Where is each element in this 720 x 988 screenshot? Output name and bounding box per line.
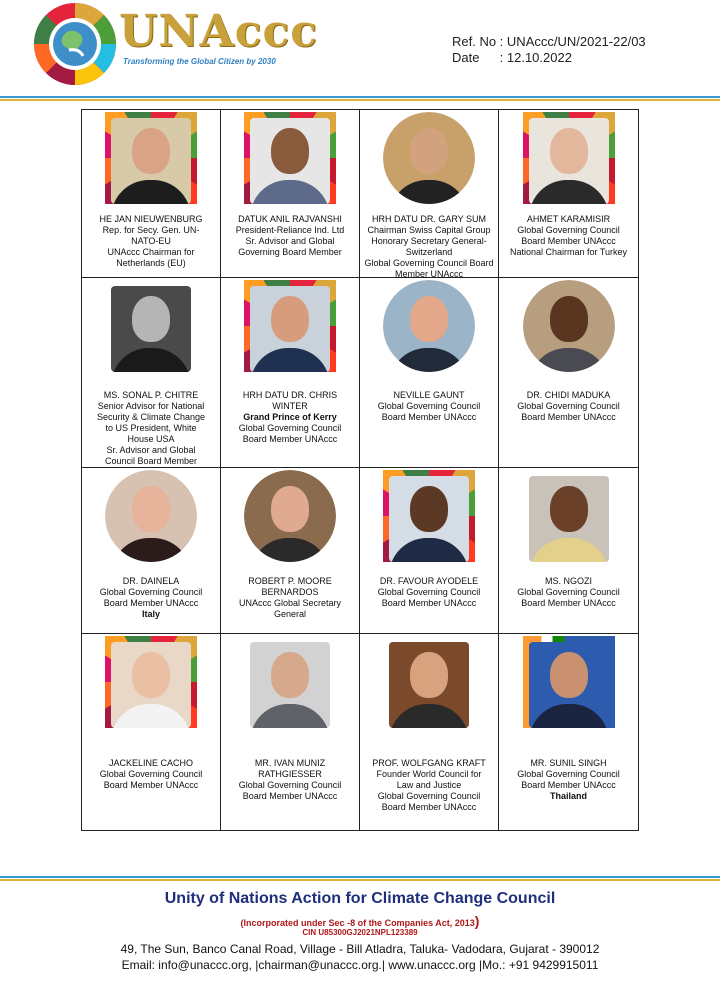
member-caption xyxy=(364,390,494,423)
member-title-line: Board Member UNAccc xyxy=(381,598,477,608)
incorporation-text: (Incorporated under Sec -8 of the Companies Act, 2013 xyxy=(240,918,475,928)
contact-line: Email: info@unaccc.org, |chairman@unaccc.org.| www.unaccc.org |Mo.: +91 9429915011 xyxy=(121,958,599,972)
member-title-line: Council Board Member xyxy=(104,456,198,466)
member-photo xyxy=(244,112,336,204)
incorporation-close: ) xyxy=(474,913,480,929)
member-caption xyxy=(86,214,216,269)
organization-name: Unity of Nations Action for Climate Change Council xyxy=(164,890,556,907)
member-title-line: Global Governing Council xyxy=(377,587,481,597)
member-title-line: Law and Justice xyxy=(396,780,462,790)
member-title-line: Board Member UNAccc xyxy=(103,780,199,790)
member-card xyxy=(82,634,221,830)
member-caption xyxy=(503,758,634,802)
member-title-line: UNAccc Global Secretary xyxy=(238,598,342,608)
member-title-line: Sr. Advisor and Global xyxy=(106,445,196,455)
member-title-line: General xyxy=(273,609,307,619)
member-photo xyxy=(105,636,197,728)
member-title-line: Board Member UNAccc xyxy=(521,598,616,608)
member-name: HRH DATU DR. GARY SUM xyxy=(371,214,486,224)
member-name: DATUK ANIL RAJVANSHI xyxy=(238,214,342,224)
member-caption xyxy=(225,390,355,445)
member-photo xyxy=(383,636,475,728)
member-name: AHMET KARAMISIR xyxy=(526,214,611,224)
member-title-line: Board Member UNAccc xyxy=(521,236,616,246)
member-caption xyxy=(225,758,355,802)
member-caption xyxy=(86,758,216,791)
member-title-line: Board Member UNAccc xyxy=(381,412,477,422)
member-name: JACKELINE CACHO xyxy=(108,758,194,768)
cin-number: CIN U85300GJ2021NPL123389 xyxy=(302,928,418,937)
member-caption xyxy=(503,576,634,609)
member-title-line: NATO-EU xyxy=(131,236,171,246)
member-card xyxy=(360,278,499,468)
member-card xyxy=(499,468,638,634)
member-title-line: Security & Climate Change xyxy=(96,412,206,422)
member-title-line: Senior Advisor for National xyxy=(97,401,205,411)
member-title-line: Board Member UNAccc xyxy=(381,802,477,812)
reference-value: UNAccc/UN/2021-22/03 xyxy=(506,34,646,49)
member-name: MR. IVAN MUNIZ xyxy=(254,758,326,768)
member-title-line: Global Governing Council xyxy=(517,587,620,597)
member-card xyxy=(221,278,360,468)
member-title-line: Global Governing Council xyxy=(517,401,620,411)
member-title-line: Switzerland xyxy=(405,247,453,257)
member-photo xyxy=(105,470,197,562)
member-name: ROBERT P. MOORE xyxy=(248,576,332,586)
member-title-line: President-Reliance Ind. Ltd xyxy=(235,225,345,235)
member-title-line: WINTER xyxy=(272,401,308,411)
member-title-line: Global Governing Council xyxy=(238,423,342,433)
member-title-line: National Chairman for Turkey xyxy=(509,247,628,257)
member-caption xyxy=(225,576,355,620)
member-title-line: Global Governing Council xyxy=(517,225,620,235)
reference-label: Ref. No : xyxy=(452,34,504,49)
member-photo xyxy=(244,636,336,728)
member-name: DR. DAINELA xyxy=(122,576,180,586)
member-title-line: Global Governing Council xyxy=(99,769,203,779)
member-caption xyxy=(364,758,494,813)
member-card xyxy=(221,110,360,278)
logo-wordmark: UNAccc xyxy=(119,6,319,57)
member-title-line: Honorary Secretary General- xyxy=(371,236,487,246)
member-title-line: Founder World Council for xyxy=(376,769,482,779)
reference-block xyxy=(452,34,646,66)
member-title-line: Board Member UNAccc xyxy=(103,598,199,608)
member-card xyxy=(499,634,638,830)
member-card xyxy=(82,468,221,634)
member-title-line: Member UNAccc xyxy=(394,269,463,278)
member-title-line: Global Governing Council Board xyxy=(364,258,494,268)
member-name: PROF. WOLFGANG KRAFT xyxy=(372,758,486,768)
member-title-line: Board Member UNAccc xyxy=(521,412,616,422)
member-photo xyxy=(383,280,475,372)
member-photo xyxy=(105,280,197,372)
members-grid xyxy=(81,109,639,831)
member-card xyxy=(499,110,638,278)
member-title-line: UNAccc Chairman for xyxy=(107,247,195,257)
member-title-line: Netherlands (EU) xyxy=(116,258,186,268)
member-card xyxy=(360,110,499,278)
member-title-line: Global Governing Council xyxy=(238,780,342,790)
member-photo xyxy=(105,112,197,204)
date-label: Date xyxy=(452,50,480,65)
member-country: Thailand xyxy=(549,791,587,801)
member-name: NEVILLE GAUNT xyxy=(393,390,465,400)
member-caption xyxy=(503,214,634,258)
member-caption xyxy=(364,214,494,278)
member-title-line: House USA xyxy=(127,434,175,444)
member-title-line: Global Governing Council xyxy=(517,769,620,779)
member-photo xyxy=(383,112,475,204)
date-row xyxy=(452,50,646,66)
member-title-line: Board Member UNAccc xyxy=(242,791,338,801)
member-title-line: Global Governing Council xyxy=(377,401,481,411)
header-divider xyxy=(0,96,720,101)
member-title-line: Board Member UNAccc xyxy=(242,434,338,444)
member-caption xyxy=(86,390,216,467)
member-photo xyxy=(244,280,336,372)
member-name: DR. FAVOUR AYODELE xyxy=(379,576,479,586)
member-title-line: Governing Board Member xyxy=(238,247,342,257)
footer-divider xyxy=(0,876,720,881)
member-photo xyxy=(523,112,615,204)
address-line: 49, The Sun, Banco Canal Road, Village - Bill Atladra, Taluka- Vadodara, Gujarat - 390012 xyxy=(120,942,600,956)
member-title-line: Global Governing Council xyxy=(99,587,203,597)
member-name: HRH DATU DR. CHRIS xyxy=(242,390,338,400)
member-photo xyxy=(244,470,336,562)
member-photo xyxy=(383,470,475,562)
reference-number-row xyxy=(452,34,646,50)
member-title-line: Chairman Swiss Capital Group xyxy=(367,225,491,235)
member-card xyxy=(82,278,221,468)
member-photo xyxy=(523,636,615,728)
logo-tagline: Transforming the Global Citizen by 2030 xyxy=(123,57,276,66)
member-photo xyxy=(523,280,615,372)
member-name: MS. SONAL P. CHITRE xyxy=(103,390,199,400)
unaccc-logo xyxy=(33,2,319,86)
member-card xyxy=(360,634,499,830)
member-caption xyxy=(503,390,634,423)
member-title-line: Rep. for Secy. Gen. UN- xyxy=(102,225,200,235)
member-highlight: Grand Prince of Kerry xyxy=(243,412,337,422)
member-title-line: RATHGIESSER xyxy=(258,769,322,779)
sdg-globe-icon xyxy=(33,2,117,86)
member-name: MS. NGOZI xyxy=(545,576,592,586)
member-title-line: Board Member UNAccc xyxy=(521,780,616,790)
member-country: Italy xyxy=(141,609,160,619)
member-caption xyxy=(364,576,494,609)
member-card xyxy=(499,278,638,468)
incorporation-note xyxy=(0,913,720,929)
member-title-line: to US President, White xyxy=(105,423,197,433)
date-separator: : xyxy=(499,50,504,65)
member-name: DR. CHIDI MADUKA xyxy=(526,390,611,400)
member-card xyxy=(221,634,360,830)
member-photo xyxy=(523,470,615,562)
member-card xyxy=(221,468,360,634)
member-name: MR. SUNIL SINGH xyxy=(530,758,607,768)
member-title-line: BERNARDOS xyxy=(261,587,319,597)
member-title-line: Sr. Advisor and Global xyxy=(245,236,335,246)
member-card xyxy=(82,110,221,278)
member-title-line: Global Governing Council xyxy=(377,791,481,801)
date-value: 12.10.2022 xyxy=(506,50,572,65)
member-name: HE JAN NIEUWENBURG xyxy=(99,214,203,224)
member-caption xyxy=(86,576,216,620)
member-card xyxy=(360,468,499,634)
member-caption xyxy=(225,214,355,258)
